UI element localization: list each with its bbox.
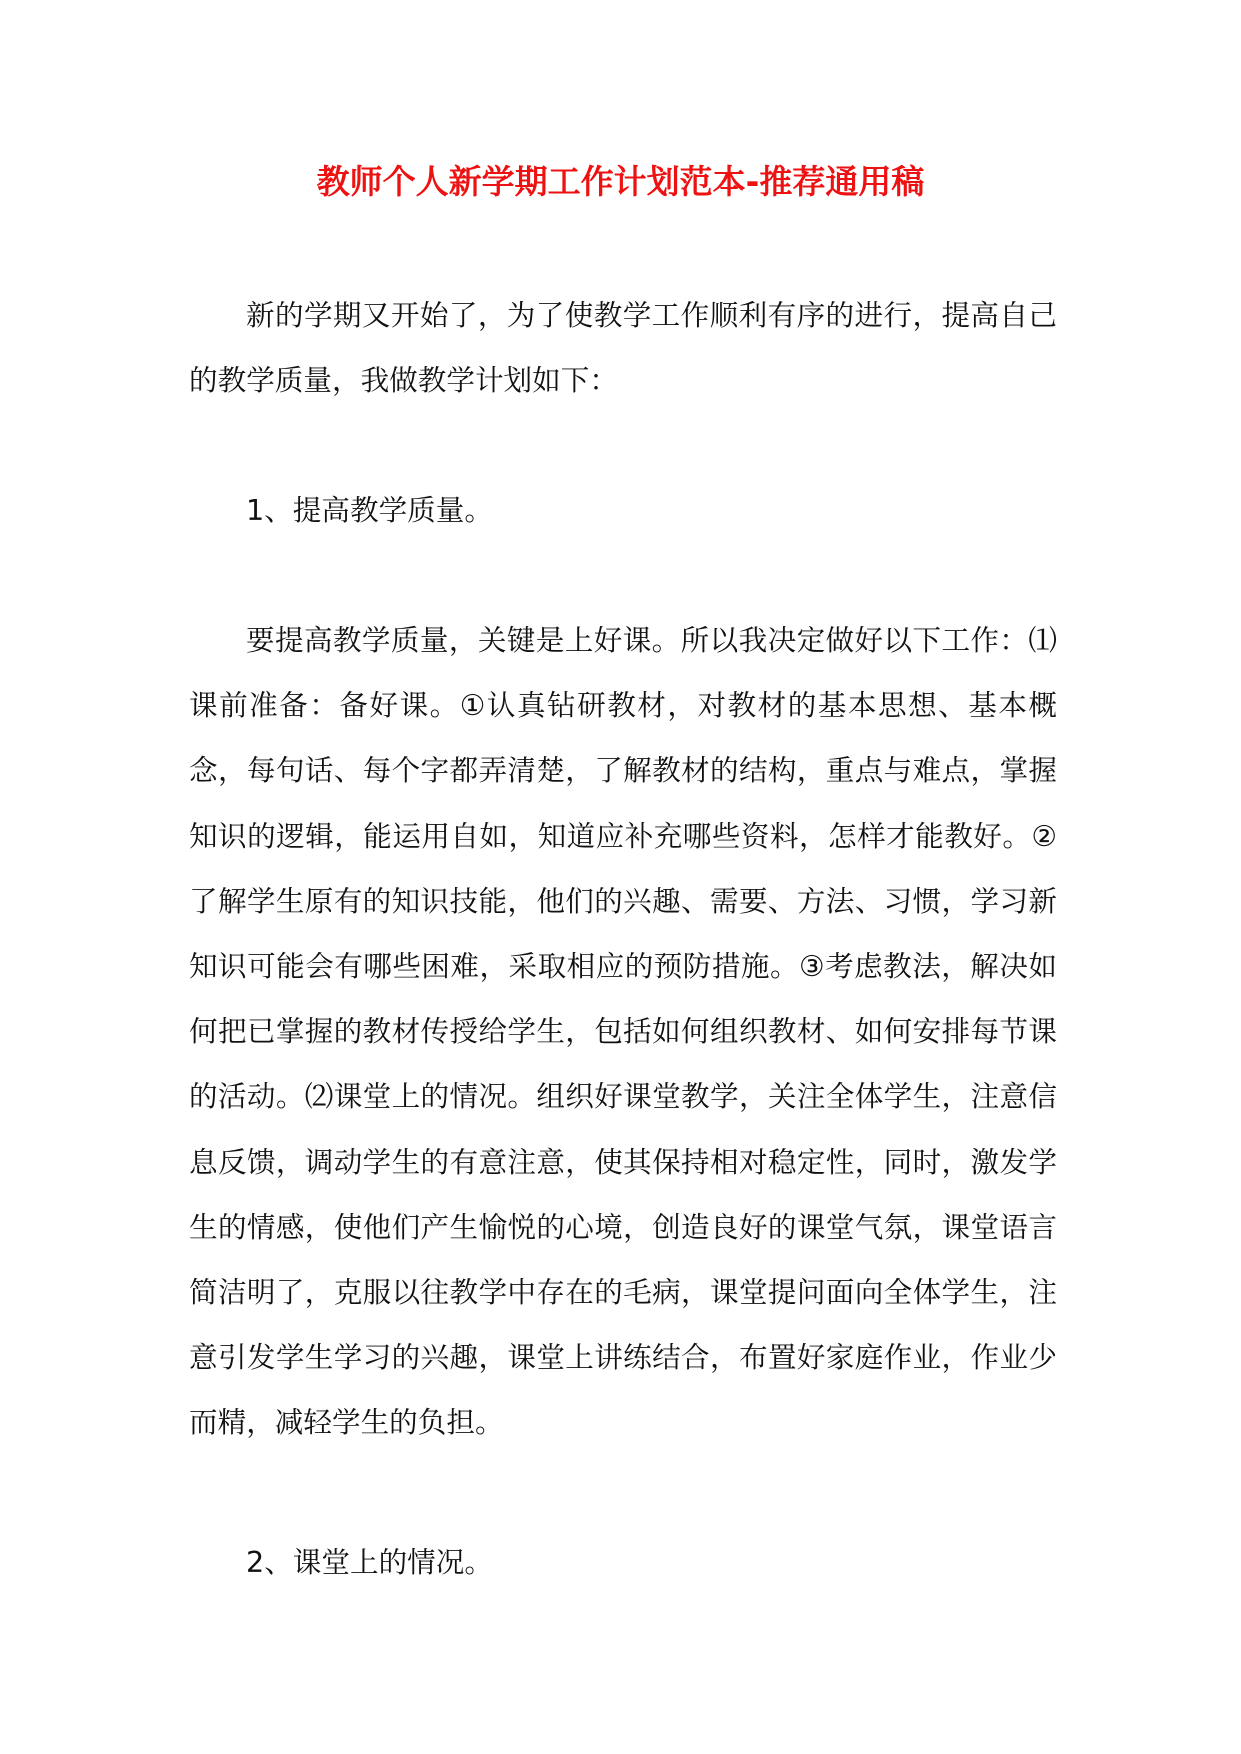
intro-paragraph: 新的学期又开始了，为了使教学工作顺利有序的进行，提高自己的教学质量，我做教学计划如下： — [189, 298, 1057, 398]
section-1-paragraph: 要提高教学质量，关键是上好课。所以我决定做好以下工作：⑴课前准备：备好课。①认真钻研教材，对教材的基本思想、基本概念，每句话、每个字都弄清楚，了解教材的结构，重点与难点，掌握知识的逻辑，能运用自如，知道应补充哪些资料，怎样才能教好。②了解学生原有的知识技能，他们的兴趣、需要、方法、习惯，学习新知识可能会有哪些困难，采取相应的预防措施。③考虑教法，解决如何把已掌握的教材传授给学生，包括如何组织教材、如何安排每节课的活动。⑵课堂上的情况。组织好课堂教学，关注全体学生，注意信息反馈，调动学生的有意注意，使其保持相对稳定性，同时，激发学生的情感，使他们产生愉悦的心境，创造良好的课堂气氛，课堂语言简洁明了，克服以往教学中存在的毛病，课堂提问面向全体学生，注意引发学生学习的兴趣，课堂上讲练结合，布置好家庭作业，作业少而精，减轻学生的负担。 — [189, 623, 1057, 1440]
document-title: 教师个人新学期工作计划范本-推荐通用稿 — [316, 162, 925, 201]
section-1-heading: 1、提高教学质量。 — [246, 493, 493, 527]
section-2-heading: 2、课堂上的情况。 — [246, 1545, 493, 1579]
